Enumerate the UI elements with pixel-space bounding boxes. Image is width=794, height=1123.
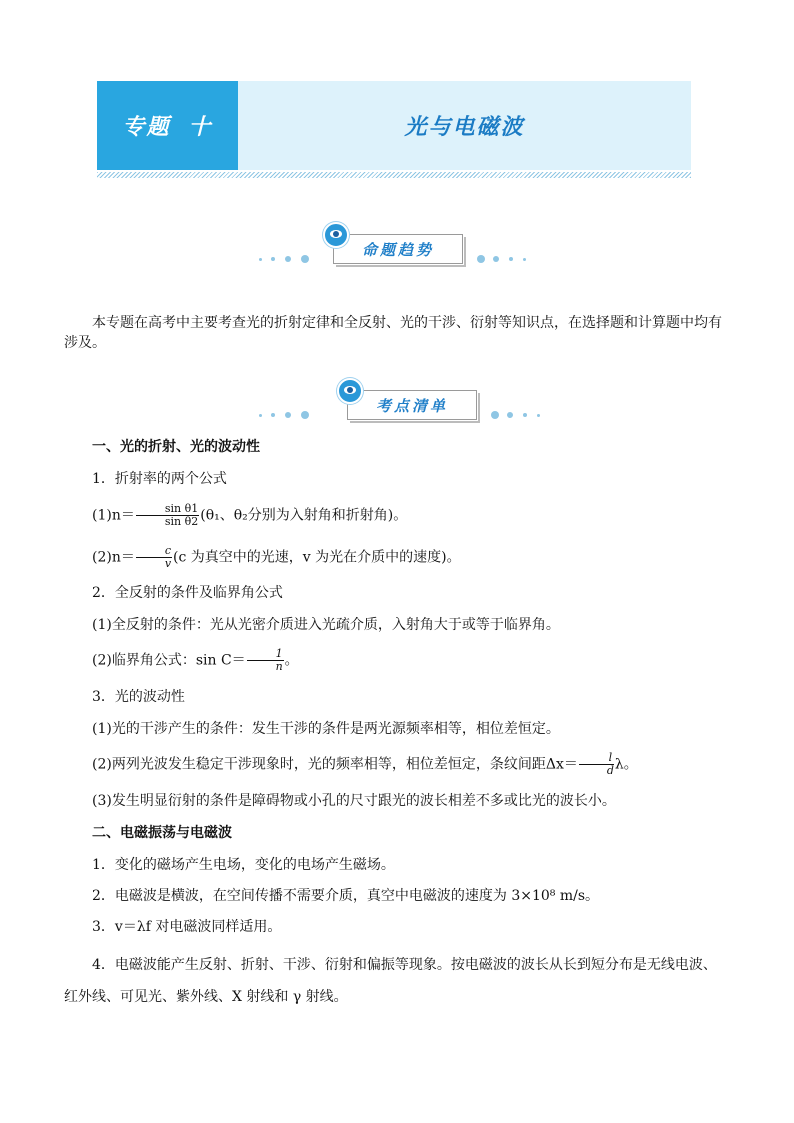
total-reflection-condition: (1)全反射的条件：光从光密介质进入光疏介质，入射角大于或等于临界角。 [92, 617, 560, 633]
formula-critical-angle [64, 648, 730, 673]
decor-dot [285, 256, 291, 262]
chapter-title: 光与电磁波 [238, 81, 691, 170]
section-header-trend [255, 222, 555, 266]
fraction-denominator: sin θ2 [164, 515, 199, 528]
part2-item2: 2．电磁波是横波，在空间传播不需要介质，真空中电磁波的速度为 3×10⁸ m/s。 [92, 888, 600, 904]
decor-dot [477, 255, 485, 263]
formula-suffix: λ。 [614, 756, 638, 773]
decor-dot [285, 412, 291, 418]
formula-refraction-sine [64, 503, 730, 528]
part2-item3: 3．v＝λf 对电磁波同样适用。 [92, 919, 282, 935]
part2-heading: 二、电磁振荡与电磁波 [92, 825, 232, 841]
fraction-numerator: l [579, 752, 614, 765]
chapter-banner [97, 81, 691, 170]
formula-prefix: (2)n＝ [92, 549, 135, 566]
fraction-numerator: sin θ1 [136, 503, 199, 516]
chapter-label [97, 81, 238, 170]
part2-item1: 1．变化的磁场产生电场，变化的电场产生磁场。 [92, 857, 395, 873]
decor-dot [507, 412, 513, 418]
formula-prefix: (1)n＝ [92, 507, 135, 524]
decor-dot [509, 257, 513, 261]
fraction [136, 545, 172, 570]
part2-item4: 4．电磁波能产生反射、折射、干涉、衍射和偏振等现象。按电磁波的波长从长到短分布是无线电波、红外线、可见光、紫外线、X 射线和 γ 射线。 [64, 957, 717, 1005]
part1-item2: 2．全反射的条件及临界角公式 [92, 585, 283, 601]
fraction-numerator: c [136, 545, 172, 558]
decor-dot [271, 257, 275, 261]
section-header-checklist [255, 378, 555, 422]
decor-dot [301, 411, 309, 419]
formula-prefix: (2)临界角公式：sin C＝ [92, 652, 246, 669]
fraction [136, 503, 199, 528]
section-title-trend: 命题趋势 [333, 234, 463, 264]
fraction-denominator: d [606, 764, 614, 777]
fraction [247, 648, 284, 673]
chapter-label-text: 专题 [122, 115, 171, 140]
section-title-checklist: 考点清单 [347, 390, 477, 420]
intro-paragraph: 本专题在高考中主要考查光的折射定律和全反射、光的干涉、衍射等知识点，在选择题和计算题中均有涉及。 [64, 315, 722, 351]
decor-dot [493, 256, 499, 262]
part1-item3: 3．光的波动性 [92, 689, 185, 705]
diffraction-condition: (3)发生明显衍射的条件是障碍物或小孔的尺寸跟光的波长相差不多或比光的波长小。 [92, 793, 616, 809]
interference-condition: (1)光的干涉产生的条件：发生干涉的条件是两光源频率相等，相位差恒定。 [92, 721, 560, 737]
formula-suffix: 。 [284, 652, 299, 669]
decor-dot [491, 411, 499, 419]
formula-suffix: (θ₁、θ₂分别为入射角和折射角)。 [200, 507, 408, 524]
decor-dot [523, 258, 526, 261]
formula-fringe-spacing [64, 752, 730, 777]
decor-dot [259, 414, 262, 417]
eye-icon [337, 378, 363, 404]
decor-dot [537, 414, 540, 417]
eye-icon [323, 222, 349, 248]
chapter-number: 十 [188, 115, 213, 140]
decor-dot [259, 258, 262, 261]
part1-item1: 1．折射率的两个公式 [92, 471, 227, 487]
decor-dot [523, 413, 527, 417]
formula-suffix: (c 为真空中的光速，v 为光在介质中的速度)。 [173, 549, 461, 566]
fraction [579, 752, 614, 777]
fraction-denominator: n [275, 660, 283, 673]
decor-dot [271, 413, 275, 417]
part1-heading: 一、光的折射、光的波动性 [92, 439, 260, 455]
decor-dot [301, 255, 309, 263]
fraction-numerator: 1 [247, 648, 284, 661]
formula-prefix: (2)两列光波发生稳定干涉现象时，光的频率相等，相位差恒定，条纹间距Δx＝ [92, 756, 578, 773]
fraction-denominator: v [164, 557, 172, 570]
formula-refraction-speed [64, 545, 730, 570]
banner-divider [97, 172, 691, 178]
